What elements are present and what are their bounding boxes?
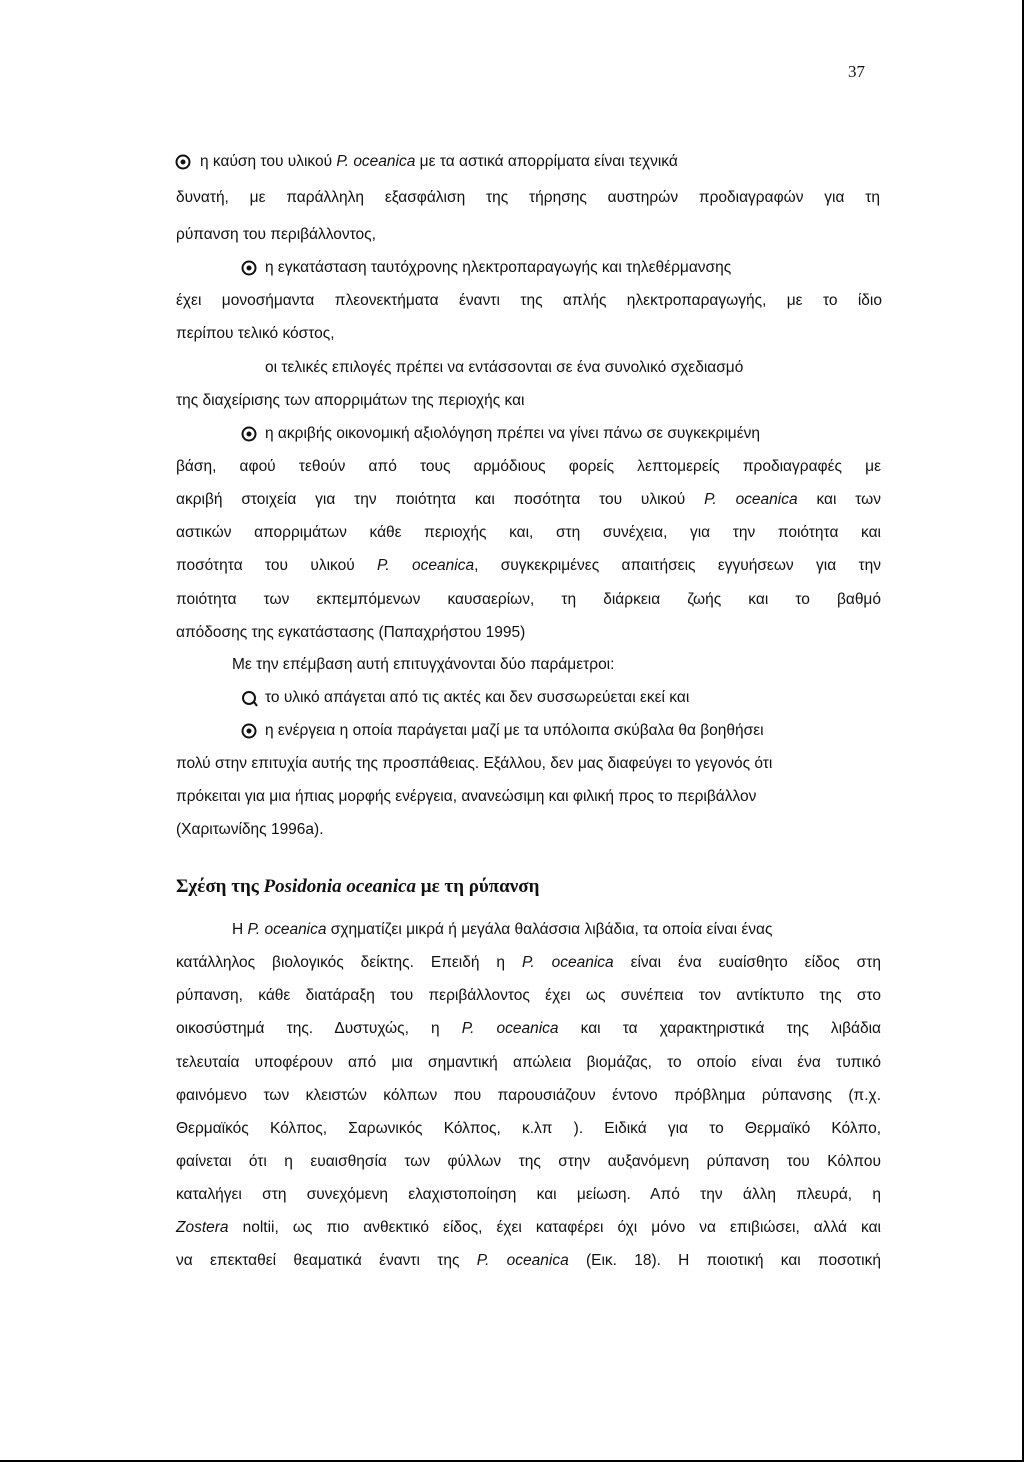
text-line: το υλικό απάγεται από τις ακτές και δεν συσσωρεύεται εκεί και [265,689,690,706]
text-line: της διαχείρισης των απορριμάτων της περιοχής και [176,392,525,409]
at-bullet-icon [240,425,258,443]
text-line: η ακριβής οικονομική αξιολόγηση πρέπει να γίνει πάνω σε συγκεκριμένη [265,425,760,442]
ring-bullet-icon [240,689,258,707]
text-line: ρύπανση του περιβάλλοντος, [176,226,376,243]
at-bullet-icon [240,259,258,277]
at-bullet-icon [174,153,192,171]
page-number: 37 [848,62,865,81]
text-line: πρόκειται για μια ήπιας μορφής ενέργεια, ανανεώσιμη και φιλική προς το περιβάλλον [176,788,757,805]
text-line: καταλήγει στη συνεχόμενη ελαχιστοποίηση και μείωση. Από την άλλη πλευρά, η [176,1186,881,1203]
text-line: Θερμαϊκός Κόλπος, Σαρωνικός Κόλπος, κ.λπ ). Ειδικά για το Θερμαϊκό Κόλπο, [176,1120,881,1137]
text-line: οι τελικές επιλογές πρέπει να εντάσσονται σε ένα συνολικό σχεδιασμό [265,359,744,376]
text-line: η καύση του υλικού P. oceanica με τα αστικά απορρίματα είναι τεχνικά [200,153,678,170]
at-bullet-icon [240,722,258,740]
text-line: περίπου τελικό κόστος, [176,325,335,342]
text-line: Η P. oceanica σχηματίζει μικρά ή μεγάλα θαλάσσια λιβάδια, τα οποία είναι ένας [232,921,773,938]
text-line: οικοσύστημά της. Δυστυχώς, η P. oceanica και τα χαρακτηριστικά της λιβάδια [176,1020,882,1037]
text-line: ακριβή στοιχεία για την ποιότητα και ποσότητα του υλικού P. oceanica και των [176,491,881,508]
section-heading: Σχέση της Posidonia oceanica με τη ρύπανση [176,876,540,897]
text-line: απόδοσης της εγκατάστασης (Παπαχρήστου 1995) [176,624,526,641]
text-line: αστικών απορριμάτων κάθε περιοχής και, στη συνέχεια, για την ποιότητα και [176,524,881,541]
text-line: Zostera noltii, ως πιο ανθεκτικό είδος, έχει καταφέρει όχι μόνο να επιβιώσει, αλλά και [176,1219,881,1236]
text-line: έχει μονοσήμαντα πλεονεκτήματα έναντι της απλής ηλεκτροπαραγωγής, με το ίδιο [176,292,882,309]
text-line: η εγκατάσταση ταυτόχρονης ηλεκτροπαραγωγής και τηλεθέρμανσης [265,259,732,276]
text-line: κατάλληλος βιολογικός δείκτης. Επειδή η P. oceanica είναι ένα ευαίσθητο είδος στη [176,954,881,971]
text-line: βάση, αφού τεθούν από τους αρμόδιους φορείς λεπτομερείς προδιαγραφές με [176,458,881,475]
text-line: φαινόμενο των κλειστών κόλπων που παρουσιάζουν έντονο πρόβλημα ρύπανσης (π.χ. [176,1087,881,1104]
text-line: να επεκταθεί θεαματικά έναντι της P. oceanica (Εικ. 18). Η ποιοτική και ποσοτική [176,1252,881,1269]
text-line: τελευταία υποφέρουν από μια σημαντική απώλεια βιομάζας, το οποίο είναι ένα τυπικό [176,1054,881,1071]
text-line: η ενέργεια η οποία παράγεται μαζί με τα υπόλοιπα σκύβαλα θα βοηθήσει [265,722,764,739]
text-line: ποσότητα του υλικού P. oceanica, συγκεκριμένες απαιτήσεις εγγυήσεων για την [176,557,882,574]
text-line: Με την επέμβαση αυτή επιτυγχάνονται δύο παράμετροι: [232,656,615,673]
text-line: φαίνεται ότι η ευαισθησία των φύλλων της στην αυξανόμενη ρύπανση του Κόλπου [176,1153,881,1170]
text-line: δυνατή, με παράλληλη εξασφάλιση της τήρησης αυστηρών προδιαγραφών για τη [176,189,880,206]
text-line: ρύπανση, κάθε διατάραξη του περιβάλλοντος έχει ως συνέπεια τον αντίκτυπο της στο [176,987,881,1004]
text-line: (Χαριτωνίδης 1996a). [176,821,324,838]
text-line: πολύ στην επιτυχία αυτής της προσπάθειας. Εξάλλου, δεν μας διαφεύγει το γεγονός ότι [176,755,773,772]
text-line: ποιότητα των εκπεμπόμενων καυσαερίων, τη διάρκεια ζωής και το βαθμό [176,591,881,608]
